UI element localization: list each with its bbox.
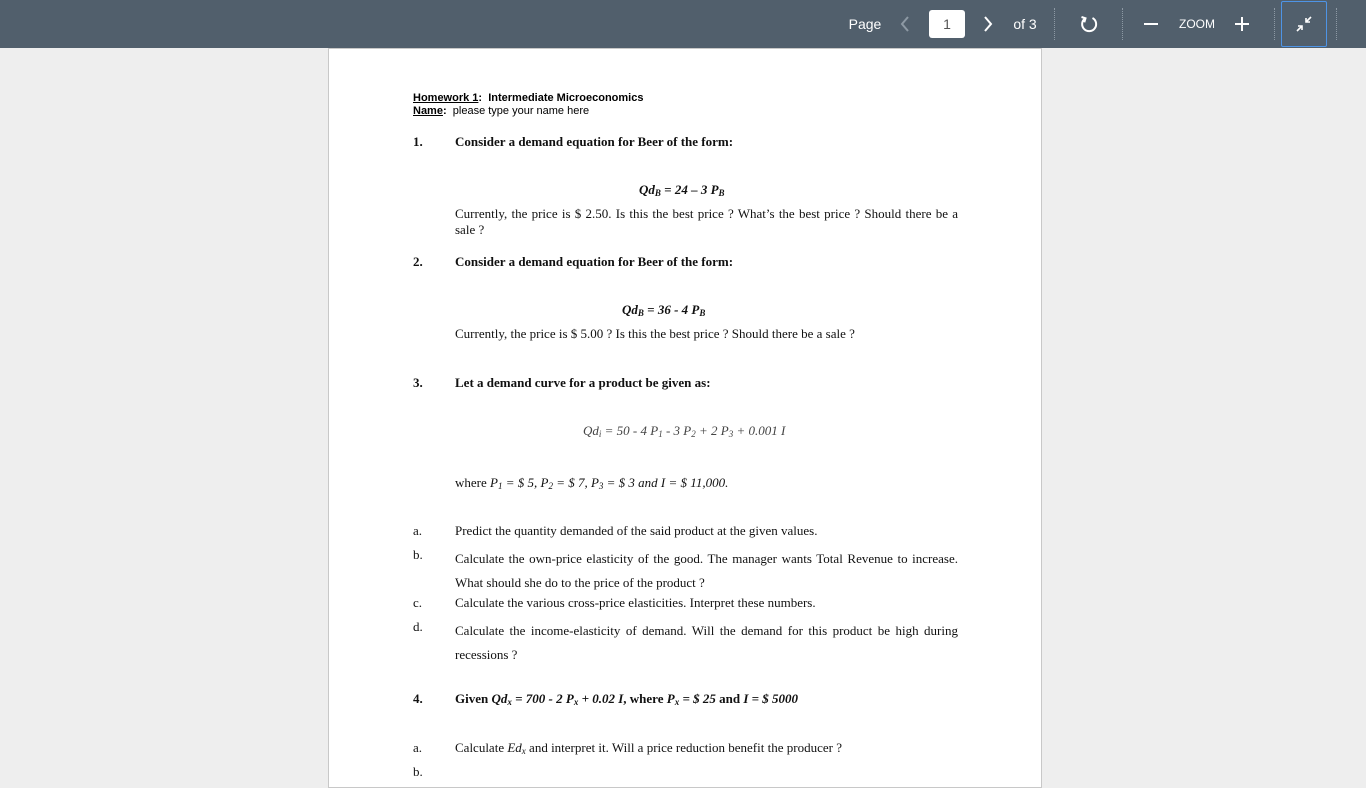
q3-number: 3.: [413, 375, 423, 390]
q2-text: Currently, the price is $ 5.00 ? Is this the best price ? Should there be a sale ?: [455, 326, 855, 341]
q1-prompt: Consider a demand equation for Beer of the form:: [455, 134, 734, 149]
toolbar-separator: [1336, 8, 1337, 40]
toolbar-separator: [1054, 8, 1055, 40]
minus-icon: [1143, 16, 1159, 32]
name-line: Name: please type your name here: [413, 105, 590, 117]
page-label: Page: [848, 16, 882, 32]
q4-number: 4.: [413, 691, 423, 706]
q1-text: Currently, the price is $ 2.50. Is this the best price ? What’s the best price ? Should there be a sale ?: [455, 206, 958, 237]
fit-shrink-icon: [1295, 15, 1313, 33]
plus-icon: [1234, 16, 1250, 32]
q3-item-letter: a.: [413, 523, 423, 538]
q3-item-text: Calculate the income-elasticity of demand. Will the demand for this product be high during recessions ?: [455, 623, 958, 662]
q1-number: 1.: [413, 134, 423, 149]
zoom-out-button[interactable]: [1138, 0, 1164, 48]
course-name: Intermediate Microeconomics: [488, 92, 644, 104]
q1-equation: $Qd_B = 24 - 3$ $P_B$: [639, 182, 725, 198]
rotate-icon: [1079, 14, 1099, 34]
homework-label: Homework 1: [413, 92, 479, 104]
q3-item-letter: c.: [413, 595, 423, 610]
q4-item-letter-cutoff: b.: [413, 764, 423, 779]
pdf-toolbar: [0, 0, 1366, 48]
q4-item-letter: a.: [413, 740, 423, 755]
q4-prompt: Given $Qd_x = 700 - 2$ $P_x + 0.02$ I, where $P_x$ = $ 25 and I = $ 5000: [455, 691, 799, 707]
chevron-left-icon: [899, 15, 911, 33]
q2-equation: $Qd_B = 36 - 4$ $P_B$: [622, 302, 706, 318]
next-page-button[interactable]: [976, 0, 1000, 48]
page-number-input[interactable]: [929, 10, 965, 38]
page-total: of 3: [1013, 16, 1037, 32]
fit-to-page-button[interactable]: [1281, 1, 1327, 47]
q4-item-text: Calculate $Ed_x$ and interpret it. Will a price reduction benefit the producer ?: [455, 740, 842, 756]
q3-item-text: Calculate the own-price elasticity of the good. The manager wants Total Revenue to increase. What should she do to the price of the product ?: [455, 551, 958, 590]
q2-number: 2.: [413, 254, 423, 269]
toolbar-separator: [1122, 8, 1123, 40]
rotate-button[interactable]: [1074, 0, 1104, 48]
q2-prompt: Consider a demand equation for Beer of the form:: [455, 254, 734, 269]
previous-page-button[interactable]: [893, 0, 917, 48]
q3-where: where $P_1$ = $ 5, $P_2$ = $ 7, $P_3$ = $ 3 and I = $ 11,000.: [455, 475, 729, 491]
q3-item-letter: d.: [413, 619, 423, 634]
q3-prompt: Let a demand curve for a product be given as:: [455, 375, 711, 390]
chevron-right-icon: [982, 15, 994, 33]
q3-item-text: Predict the quantity demanded of the said product at the given values.: [455, 523, 818, 538]
zoom-in-button[interactable]: [1229, 0, 1255, 48]
name-value: please type your name here: [452, 105, 590, 117]
name-label: Name: [413, 105, 443, 117]
toolbar-separator: [1274, 8, 1275, 40]
q3-item-text: Calculate the various cross-price elasticities. Interpret these numbers.: [455, 595, 816, 610]
q3-item-letter: b.: [413, 547, 423, 562]
homework-title: Homework 1: Intermediate Microeconomics: [413, 92, 644, 104]
zoom-label: ZOOM: [1179, 17, 1215, 31]
q3-equation: $Qd_i = 50 - 4$ $P_1 - 3$ $P_2 + 2$ $P_3 + 0.001$ I: [583, 423, 786, 439]
document-page: [328, 48, 1042, 788]
